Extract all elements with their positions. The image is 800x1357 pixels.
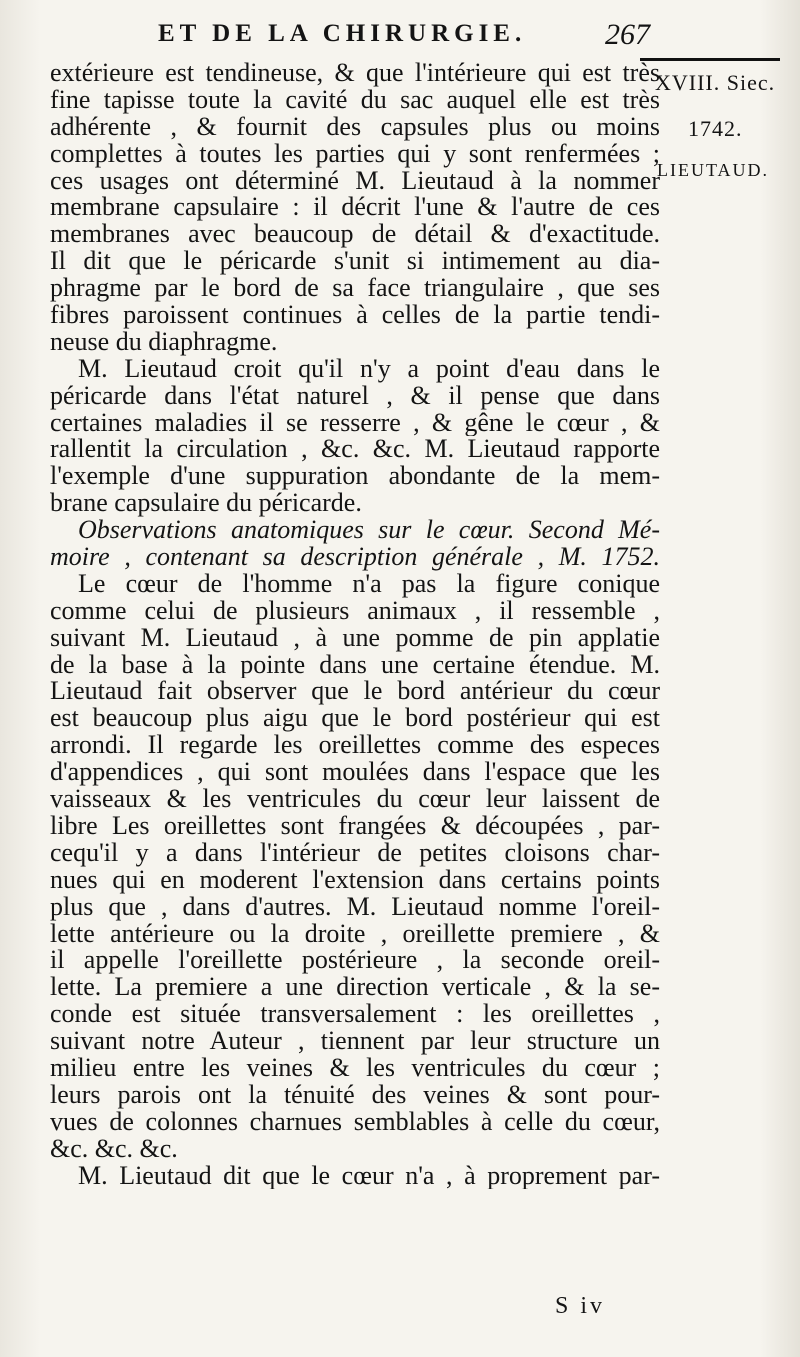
text-line: conde est située transversalement : les oreillettes ,	[50, 1001, 660, 1029]
text-line: suivant notre Auteur , tiennent par leur structure un	[50, 1028, 660, 1055]
page-header	[150, 18, 650, 58]
text-line: milieu entre les veines & les ventricules du cœur ;	[50, 1054, 660, 1082]
section-title-line: moire , contenant sa description générale , M. 1752.	[50, 544, 660, 571]
text-line: vues de colonnes charnues semblables à celle du cœur,	[50, 1108, 660, 1136]
text-line: lette. La premiere a une direction verticale , & la se-	[50, 974, 660, 1002]
text-line: phragme par le bord de sa face triangulaire , que ses	[50, 275, 660, 303]
text-line: lette antérieure ou la droite , oreillette premiere , &	[50, 920, 660, 948]
text-line: neuse du diaphragme.	[50, 328, 278, 356]
text-line: complettes à toutes les parties qui y sont renfermées ;	[50, 140, 660, 168]
text-line: nues qui en moderent l'extension dans certains points	[50, 866, 660, 894]
signature-mark: S iv	[555, 1293, 606, 1319]
text-line: membranes avec beaucoup de détail & d'exactitude.	[50, 221, 660, 249]
text-line: cequ'il y a dans l'intérieur de petites cloisons char-	[50, 839, 660, 867]
margin-author: LIEUTAUD.	[657, 160, 770, 180]
text-line: M. Lieutaud dit que le cœur n'a , à proprement par-	[78, 1162, 660, 1190]
text-line: plus que , dans d'autres. M. Lieutaud nomme l'oreil-	[50, 893, 660, 921]
text-line: d'appendices , qui sont moulées dans l'espace que les	[50, 759, 660, 787]
text-line: arrondi. Il regarde les oreillettes comme des especes	[50, 732, 660, 760]
text-line: l'exemple d'une suppuration abondante de la mem-	[50, 463, 660, 491]
text-line: il appelle l'oreillette postérieure , la seconde oreil-	[50, 947, 660, 975]
margin-century: XVIII. Siec.	[655, 70, 776, 95]
text-line: comme celui de plusieurs animaux , il ressemble ,	[50, 597, 660, 625]
text-line: Il dit que le péricarde s'unit si intimement au dia-	[50, 248, 660, 276]
text-line: adhérente , & fournit des capsules plus ou moins	[50, 113, 660, 141]
text-line: membrane capsulaire : il décrit l'une & l'autre de ces	[50, 194, 660, 222]
text-line: brane capsulaire du péricarde.	[50, 490, 362, 518]
text-line: Le cœur de l'homme n'a pas la figure conique	[78, 570, 660, 598]
body-text	[50, 60, 660, 1189]
text-line: est beaucoup plus aigu que le bord postérieur qui est	[50, 705, 660, 733]
text-line: rallentit la circulation , &c. &c. M. Lieutaud rapporte	[50, 436, 660, 464]
section-title-line: Observations anatomiques sur le cœur. Second Mé-	[78, 517, 660, 545]
text-line: libre Les oreillettes sont frangées & découpées , par-	[50, 812, 660, 840]
running-head: ET DE LA CHIRURGIE.	[158, 20, 527, 47]
text-line: certaines maladies il se resserre , & gêne le cœur , &	[50, 409, 660, 437]
text-line: ces usages ont déterminé M. Lieutaud à la nommer	[50, 167, 660, 195]
text-line: fibres paroissent continues à celles de la partie tendi-	[50, 302, 660, 329]
text-line: extérieure est tendineuse, & que l'intérieure qui est très	[50, 60, 660, 87]
text-line: suivant M. Lieutaud , à une pomme de pin applatie	[50, 624, 660, 652]
text-line: vaisseaux & les ventricules du cœur leur laissent de	[50, 786, 660, 813]
text-line: &c. &c. &c.	[50, 1135, 178, 1163]
text-line: leurs parois ont la ténuité des veines & sont pour-	[50, 1081, 660, 1109]
text-line: fine tapisse toute la cavité du sac auquel elle est très	[50, 86, 660, 114]
text-line: M. Lieutaud croit qu'il n'y a point d'eau dans le	[78, 355, 660, 383]
header-rule	[640, 58, 780, 61]
text-line: Lieutaud fait observer que le bord antérieur du cœur	[50, 678, 660, 706]
text-line: de la base à la pointe dans une certaine étendue. M.	[50, 651, 660, 679]
margin-year: 1742.	[688, 116, 743, 141]
page-number: 267	[605, 18, 650, 51]
text-line: péricarde dans l'état naturel , & il pense que dans	[50, 382, 660, 410]
